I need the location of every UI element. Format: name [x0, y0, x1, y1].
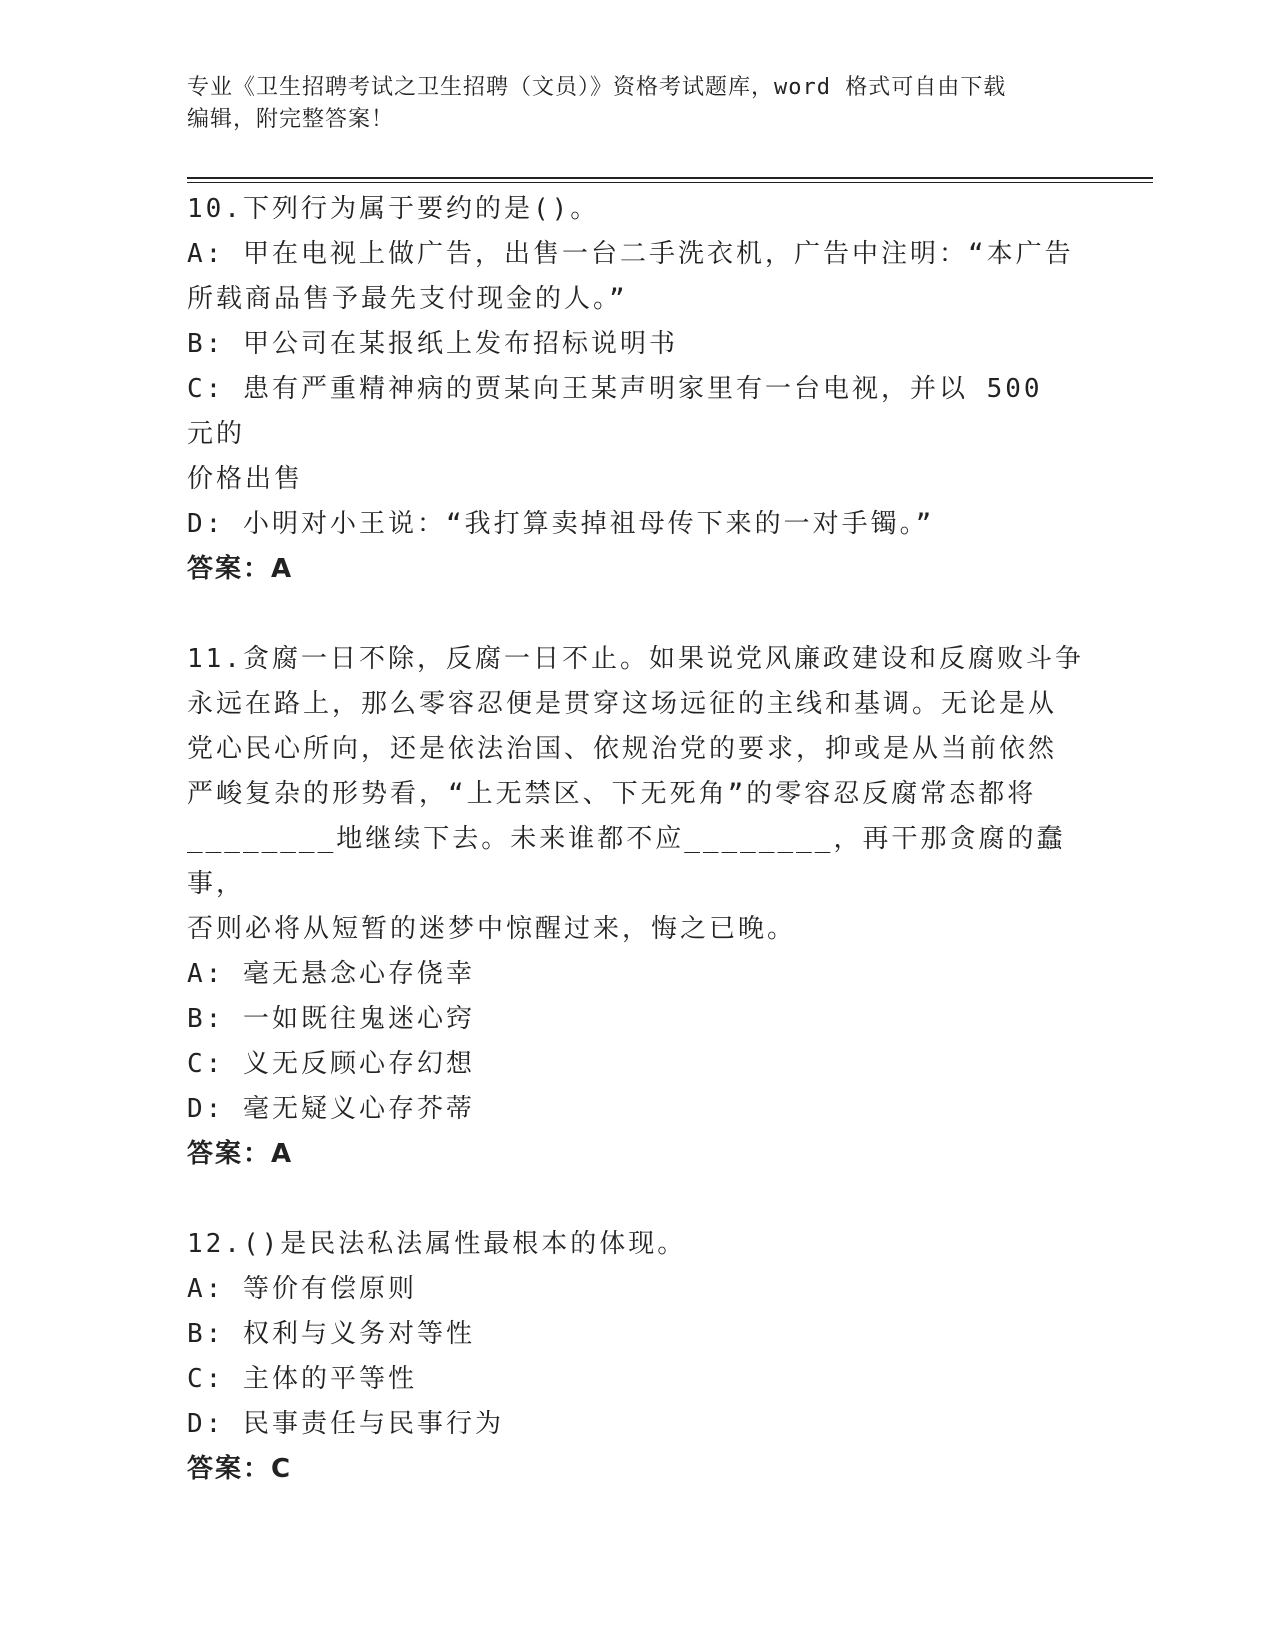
header-divider	[187, 177, 1153, 179]
question-stem: 10.下列行为属于要约的是()。	[187, 194, 600, 224]
option-b: B: 一如既往鬼迷心窍	[187, 1004, 475, 1034]
option-a-continued: 所载商品售予最先支付现金的人。”	[187, 284, 628, 314]
answer: 答案：A	[187, 554, 294, 584]
question-stem: 党心民心所向，还是依法治国、依规治党的要求，抑或是从当前依然	[187, 734, 1058, 764]
option-b: B: 甲公司在某报纸上发布招标说明书	[187, 329, 678, 359]
question-stem: 11.贪腐一日不除，反腐一日不止。如果说党风廉政建设和反腐败斗争	[187, 644, 1084, 674]
option-a: A: 毫无悬念心存侥幸	[187, 959, 475, 989]
header-line: 编辑，附完整答案！	[187, 107, 395, 132]
question-stem: 否则必将从短暂的迷梦中惊醒过来，悔之已晚。	[187, 914, 797, 944]
option-a: A: 等价有偿原则	[187, 1274, 417, 1304]
header-line: 专业《卫生招聘考试之卫生招聘（文员）》资格考试题库，word 格式可自由下载	[187, 75, 1007, 100]
document-header	[187, 72, 1067, 136]
question-stem: 永远在路上，那么零容忍便是贯穿这场远征的主线和基调。无论是从	[187, 689, 1058, 719]
question-12	[187, 1222, 1087, 1492]
option-d: D: 小明对小王说：“我打算卖掉祖母传下来的一对手镯。”	[187, 509, 935, 539]
option-d: D: 民事责任与民事行为	[187, 1409, 504, 1439]
option-b: B: 权利与义务对等性	[187, 1319, 475, 1349]
question-10	[187, 187, 1087, 592]
option-c-continued: 价格出售	[187, 464, 304, 494]
question-stem: ________地继续下去。未来谁都不应________，再干那贪腐的蠢事，	[187, 824, 1066, 899]
question-list	[187, 187, 1087, 1492]
question-stem: 12.()是民法私法属性最根本的体现。	[187, 1229, 687, 1259]
answer: 答案：C	[187, 1454, 293, 1484]
option-c: C: 主体的平等性	[187, 1364, 417, 1394]
header-divider	[187, 182, 1153, 183]
option-c: C: 患有严重精神病的贾某向王某声明家里有一台电视，并以 500 元的	[187, 374, 1062, 449]
question-stem: 严峻复杂的形势看，“上无禁区、下无死角”的零容忍反腐常态都将	[187, 779, 1037, 809]
question-11	[187, 637, 1087, 1177]
option-c: C: 义无反顾心存幻想	[187, 1049, 475, 1079]
option-a: A: 甲在电视上做广告，出售一台二手洗衣机，广告中注明：“本广告	[187, 239, 1074, 269]
option-d: D: 毫无疑义心存芥蒂	[187, 1094, 475, 1124]
answer: 答案：A	[187, 1139, 294, 1169]
